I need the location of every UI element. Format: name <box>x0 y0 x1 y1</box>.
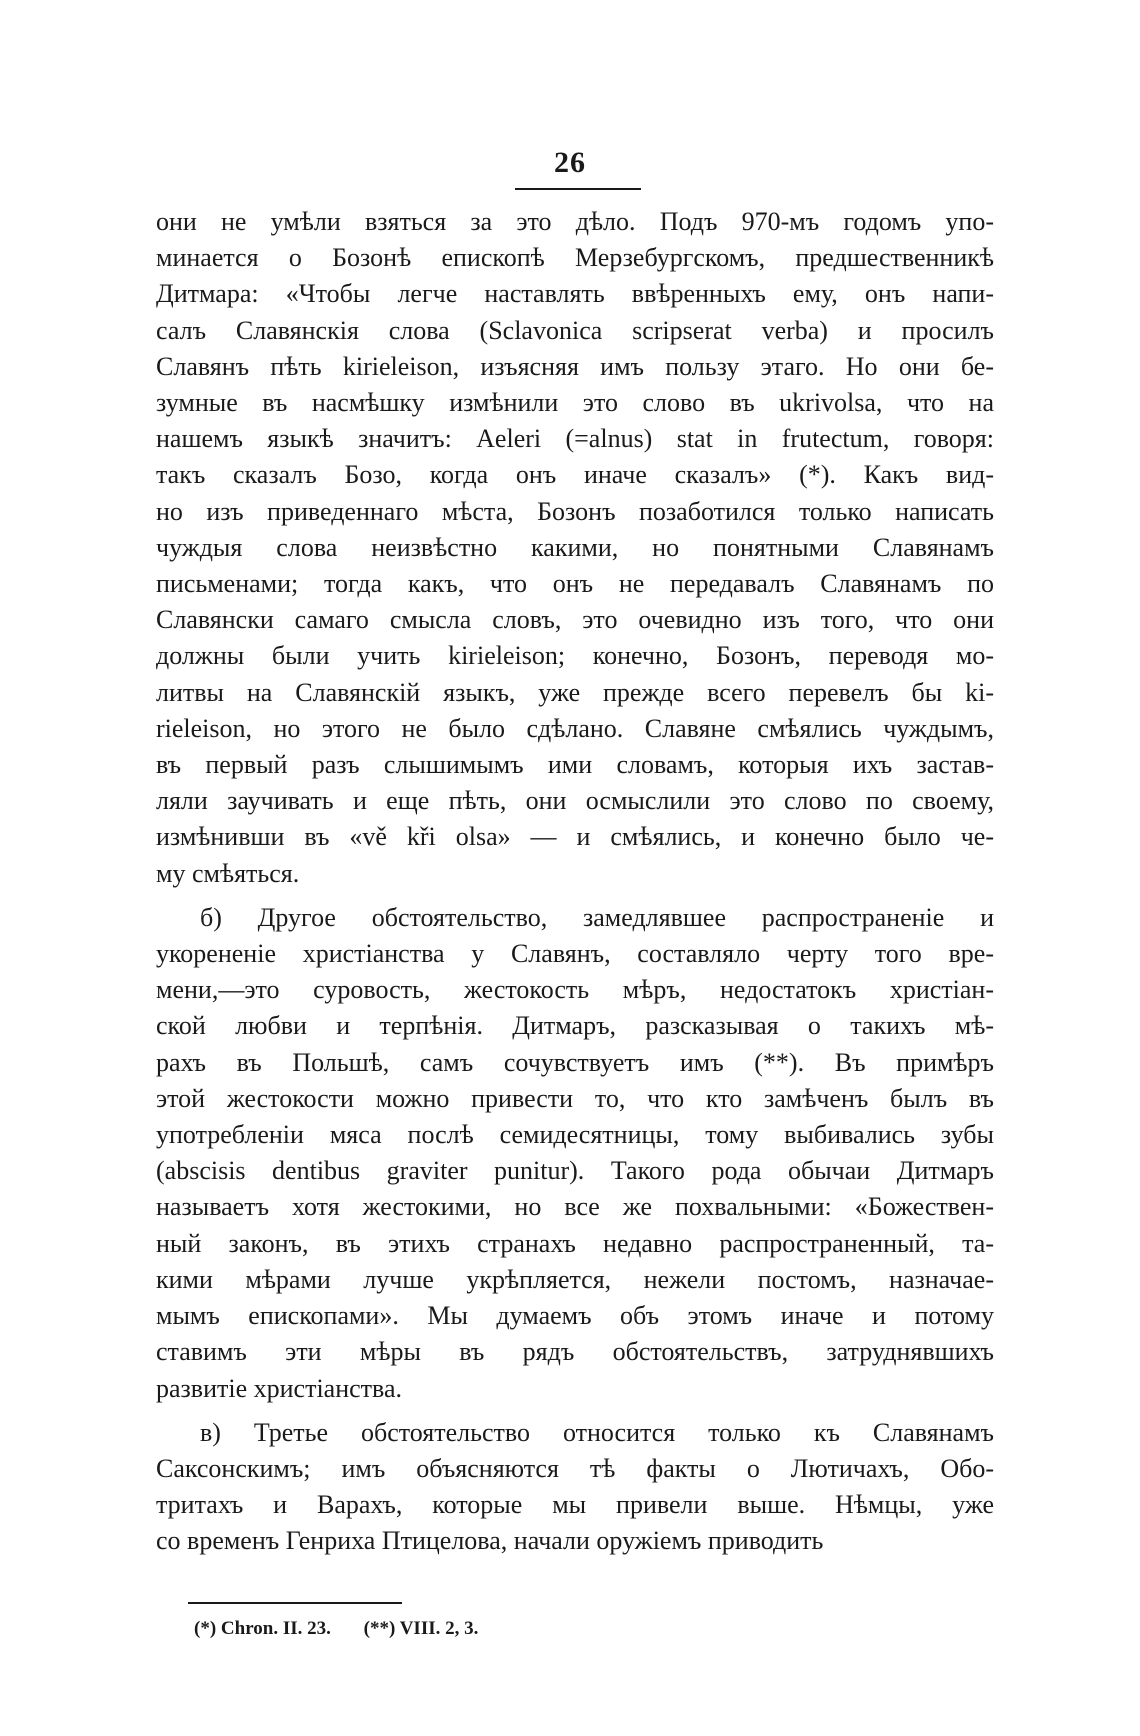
text-line: развитіе христіанства. <box>156 1373 402 1403</box>
text-line: зумные въ насмѣшку измѣнили это слово въ ukrivolsa, что на <box>156 388 994 418</box>
text-line: rieleison, но этого не было сдѣлано. Славяне смѣялись чуждымъ, <box>156 713 994 743</box>
text-line: чуждыя слова неизвѣстно какими, но понятными Славянамъ <box>156 532 994 562</box>
text-line: называетъ хотя жестокими, но все же похвальными: «Божествен- <box>156 1192 994 1222</box>
text-line: они не умѣли взяться за это дѣло. Подъ 970-мъ годомъ упо- <box>156 207 994 236</box>
text-line: но изъ приведеннаго мѣста, Бозонъ позаботился только написать <box>156 496 994 526</box>
text-line: рахъ въ Польшѣ, самъ сочувствуетъ имъ (**). Въ примѣръ <box>156 1047 994 1077</box>
text-line: (abscisis dentibus graviter punitur). Такого рода обычаи Дитмаръ <box>156 1156 994 1186</box>
text-line: измѣнивши въ «vě křі olsa» — и смѣялись, и конечно было че- <box>156 822 994 852</box>
header-rule <box>515 188 641 190</box>
text-line: б) Другое обстоятельство, замедлявшее распространеніе и <box>200 902 994 932</box>
text-line: Славянъ пѣть kirieleison, изъясняя имъ пользу этаго. Но они бе- <box>156 351 994 381</box>
paragraph-2 <box>156 900 994 1407</box>
paragraph-3 <box>156 1415 994 1560</box>
text-line: минается о Бозонѣ епископѣ Мерзебургскомъ, предшественникѣ <box>156 243 994 273</box>
text-line: кими мѣрами лучше укрѣпляется, нежели постомъ, назначае- <box>156 1264 994 1294</box>
text-line: укорененіе христіанства у Славянъ, составляло черту того вре- <box>156 939 994 969</box>
page-number: 26 <box>554 146 586 179</box>
text-line: Славянски самаго смысла словъ, это очевидно изъ того, что они <box>156 605 994 635</box>
paragraph-1 <box>156 204 994 892</box>
text-line: му смѣяться. <box>156 858 300 888</box>
text-line: мени,—это суровость, жестокость мѣръ, недостатокъ христіан- <box>156 975 994 1005</box>
text-line: Дитмара: «Чтобы легче наставлять ввѣренныхъ ему, онъ напи- <box>156 279 994 309</box>
text-line: в) Третье обстоятельство относится только къ Славянамъ <box>200 1417 994 1447</box>
text-line: ляли заучивать и еще пѣть, они осмыслили это слово по своему, <box>156 786 994 816</box>
body-text <box>156 204 994 1560</box>
footnote-2: (**) VIII. 2, 3. <box>363 1618 479 1639</box>
text-line: литвы на Славянскій языкъ, уже прежде всего перевелъ бы ki- <box>156 677 994 707</box>
text-line: нашемъ языкѣ значитъ: Aeleri (=alnus) stat in frutectum, говоря: <box>156 424 994 454</box>
footnotes <box>194 1618 478 1640</box>
text-line: Саксонскимъ; имъ объясняются тѣ факты о Лютичахъ, Обо- <box>156 1453 994 1483</box>
text-line: ской любви и терпѣнія. Дитмаръ, разсказывая о такихъ мѣ- <box>156 1011 994 1041</box>
text-line: тритахъ и Варахъ, которые мы привели выше. Нѣмцы, уже <box>156 1490 994 1520</box>
text-line: въ первый разъ слышимымъ ими словамъ, которыя ихъ застав- <box>156 750 994 780</box>
footnote-1: (*) Chron. II. 23. <box>194 1618 331 1639</box>
text-line: письменами; тогда какъ, что онъ не передавалъ Славянамъ по <box>156 569 994 599</box>
text-line: такъ сказалъ Бозо, когда онъ иначе сказалъ» (*). Какъ вид- <box>156 460 994 490</box>
text-line: со временъ Генриха Птицелова, начали оружіемъ приводить <box>156 1526 824 1556</box>
footnote-rule <box>188 1602 402 1604</box>
text-line: ставимъ эти мѣры въ рядъ обстоятельствъ, затруднявшихъ <box>156 1337 994 1367</box>
text-line: ный законъ, въ этихъ странахъ недавно распространенный, та- <box>156 1228 994 1258</box>
text-line: салъ Славянскія слова (Sclavonica scripserat verba) и просилъ <box>156 315 994 345</box>
text-line: этой жестокости можно привести то, что кто замѣченъ былъ въ <box>156 1083 994 1113</box>
text-line: мымъ епископами». Мы думаемъ объ этомъ иначе и потому <box>156 1301 994 1331</box>
text-line: должны были учить kirieleison; конечно, Бозонъ, переводя мо- <box>156 641 994 671</box>
text-line: употребленіи мяса послѣ семидесятницы, тому выбивались зубы <box>156 1120 994 1150</box>
